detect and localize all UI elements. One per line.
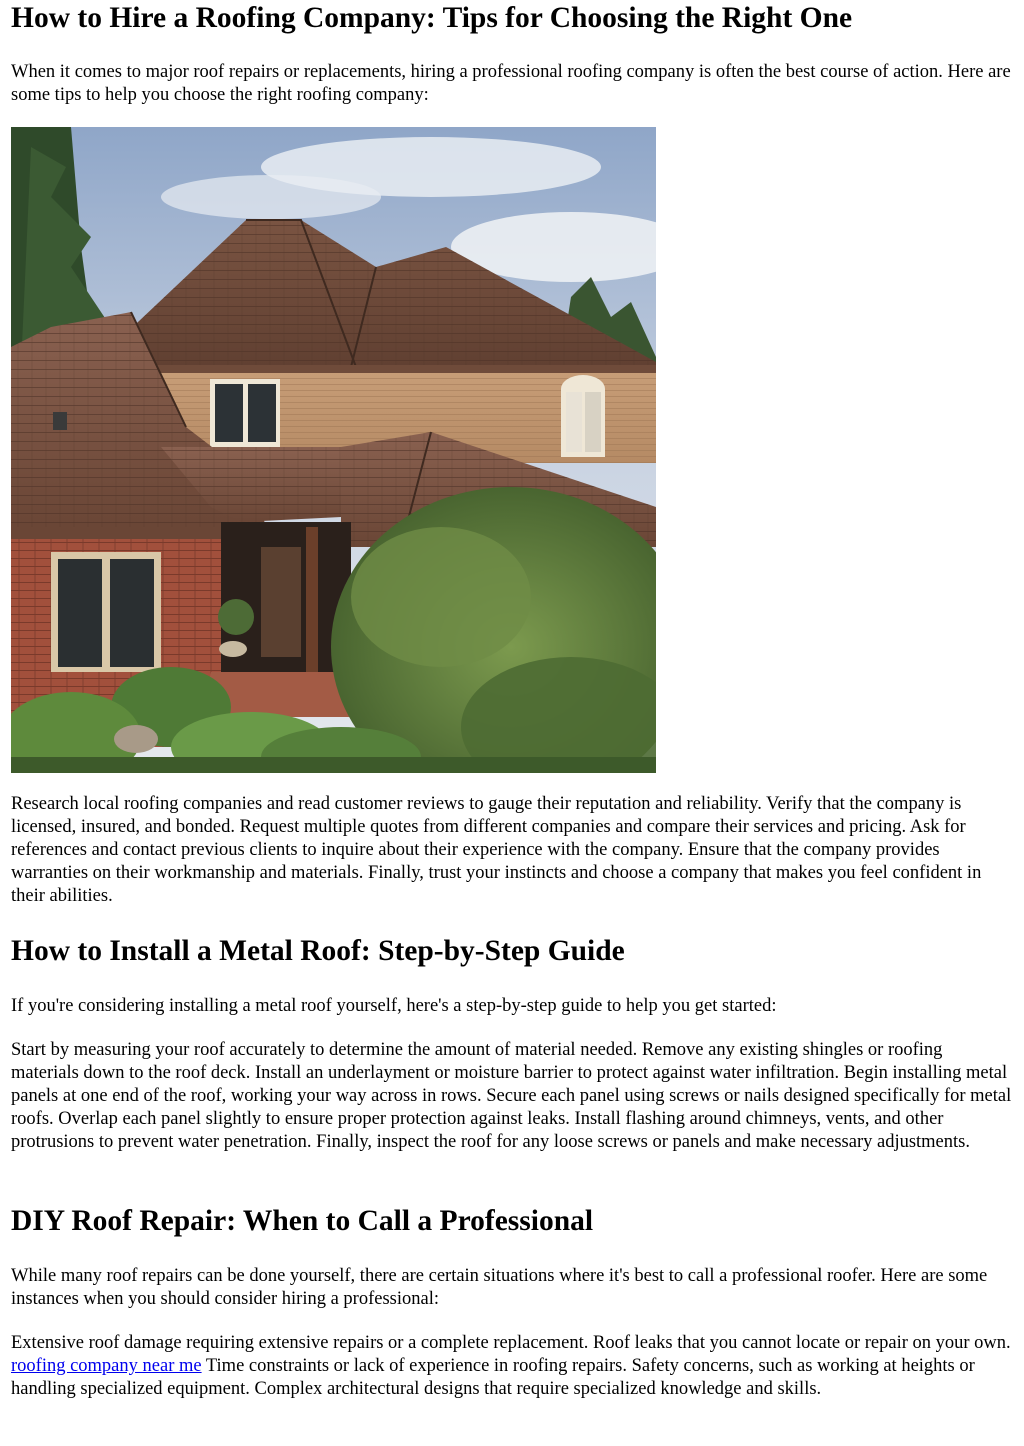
body-text-before-link: Extensive roof damage requiring extensive repairs or a complete replacement. Roof leaks that you cannot locate or repair on your own. (11, 1333, 1011, 1353)
heading-install-metal-roof: How to Install a Metal Roof: Step-by-Step Guide (11, 935, 625, 967)
intro-diy-roof-repair: While many roof repairs can be done yourself, there are certain situations where it's best to call a professional roofer. Here are some instances when you should consider hiring a professional: (11, 1266, 988, 1309)
body-diy-roof-repair (11, 1332, 1014, 1401)
heading-hire-roofing-company: How to Hire a Roofing Company: Tips for Choosing the Right One (11, 2, 853, 34)
intro-install-metal-roof: If you're considering installing a metal roof yourself, here's a step-by-step guide to help you get started: (11, 996, 777, 1016)
intro-hire-roofing-company: When it comes to major roof repairs or replacements, hiring a professional roofing company is often the best course of action. Here are some tips to help you choose the right roofing company: (11, 62, 1011, 105)
body-hire-roofing-company: Research local roofing companies and read customer reviews to gauge their reputation and reliability. Verify that the company is licensed, insured, and bonded. Request multiple quotes from different companies and compare their services and pricing. Ask for references and contact previous clients to inquire about their experience with the company. Ensure that the company provides warranties on their workmanship and materials. Finally, trust your instincts and choose a company that makes you feel confident in their abilities. (11, 794, 982, 906)
roofing-company-near-me-link[interactable]: roofing company near me (11, 1356, 202, 1376)
house-roof-photo (11, 127, 656, 773)
body-text-after-link: Time constraints or lack of experience in roofing repairs. Safety concerns, such as working at heights or handling specialized equipment. Complex architectural designs that require specialized knowledge and skills. (11, 1356, 975, 1399)
heading-diy-roof-repair: DIY Roof Repair: When to Call a Professional (11, 1205, 594, 1237)
body-install-metal-roof: Start by measuring your roof accurately to determine the amount of material needed. Remove any existing shingles or roofing materials down to the roof deck. Install an underlayment or moisture barrier to protect against water infiltration. Begin installing metal panels at one end of the roof, working your way across in rows. Secure each panel using screws or nails designed specifically for metal roofs. Overlap each panel slightly to ensure proper protection against leaks. Install flashing around chimneys, vents, and other protrusions to prevent water penetration. Finally, inspect the roof for any loose screws or panels and make necessary adjustments. (11, 1040, 1012, 1152)
